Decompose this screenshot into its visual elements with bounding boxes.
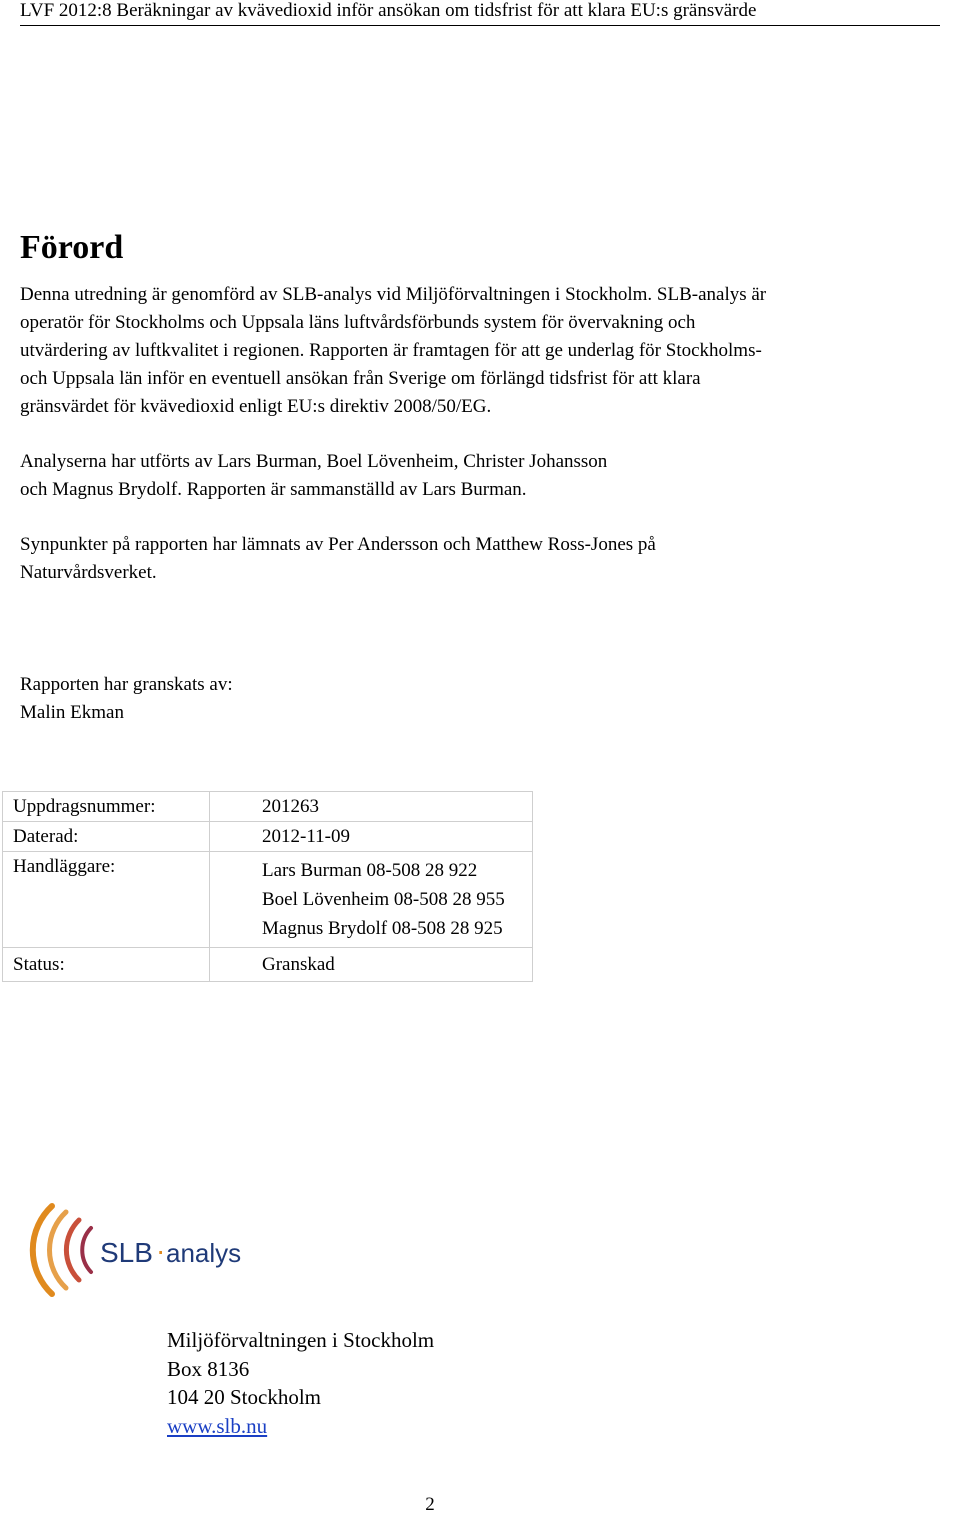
page-title: Förord <box>20 229 124 266</box>
website-link[interactable]: www.slb.nu <box>167 1413 268 1438</box>
text-line: utvärdering av luftkvalitet i regionen. Rapporten är framtagen för att ge underlag för Stockholms- <box>20 340 762 361</box>
text-line: och Magnus Brydolf. Rapporten är sammanställd av Lars Burman. <box>20 479 527 500</box>
paragraph-comments <box>20 531 940 587</box>
table-row <box>3 822 533 852</box>
review-block <box>20 671 940 727</box>
address-line: Box 8136 <box>167 1356 250 1381</box>
logo-dot-text: · <box>156 1235 166 1266</box>
table-value: Granskad <box>210 948 533 982</box>
reviewer-name: Malin Ekman <box>20 702 124 723</box>
slb-analys-logo <box>22 1200 262 1300</box>
text-line: Synpunkter på rapporten har lämnats av Per Andersson och Matthew Ross-Jones på <box>20 534 656 555</box>
table-label: Status: <box>3 948 210 982</box>
handler-line: Boel Lövenheim 08-508 28 955 <box>262 889 505 910</box>
text-line: Analyserna har utförts av Lars Burman, Boel Lövenheim, Christer Johansson <box>20 451 608 472</box>
paragraph-intro <box>20 281 940 421</box>
text-line: och Uppsala län inför en eventuell ansökan från Sverige om förlängd tidsfrist för att klara <box>20 368 701 389</box>
running-header: LVF 2012:8 Beräkningar av kvävedioxid inför ansökan om tidsfrist för att klara EU:s gränsvärde <box>20 0 757 21</box>
logo-slb-text: SLB <box>100 1237 153 1268</box>
address-block <box>167 1326 434 1440</box>
text-line: Denna utredning är genomförd av SLB-analys vid Miljöförvaltningen i Stockholm. SLB-analys är <box>20 284 767 305</box>
table-label: Uppdragsnummer: <box>3 792 210 822</box>
header-divider <box>20 25 940 26</box>
handler-line: Magnus Brydolf 08-508 28 925 <box>262 918 503 939</box>
logo-analys-text: analys <box>166 1238 242 1268</box>
table-label: Handläggare: <box>3 852 210 948</box>
table-value: 2012-11-09 <box>210 822 533 852</box>
table-row <box>3 852 533 948</box>
page-number: 2 <box>425 1494 435 1515</box>
paragraph-authors <box>20 448 940 504</box>
text-line: gränsvärdet för kvävedioxid enligt EU:s direktiv 2008/50/EG. <box>20 396 492 417</box>
text-line: Naturvårdsverket. <box>20 562 157 583</box>
table-row <box>3 948 533 982</box>
address-line: Miljöförvaltningen i Stockholm <box>167 1328 435 1352</box>
handler-line: Lars Burman 08-508 28 922 <box>262 860 478 881</box>
text-line: operatör för Stockholms och Uppsala läns luftvårdsförbunds system för övervakning och <box>20 312 696 333</box>
address-line: 104 20 Stockholm <box>167 1385 322 1409</box>
logo-arcs-icon <box>33 1206 91 1294</box>
report-info-table <box>2 791 533 982</box>
table-label: Daterad: <box>3 822 210 852</box>
table-row <box>3 792 533 822</box>
table-value: 201263 <box>210 792 533 822</box>
review-label: Rapporten har granskats av: <box>20 674 233 695</box>
table-value <box>210 852 533 948</box>
